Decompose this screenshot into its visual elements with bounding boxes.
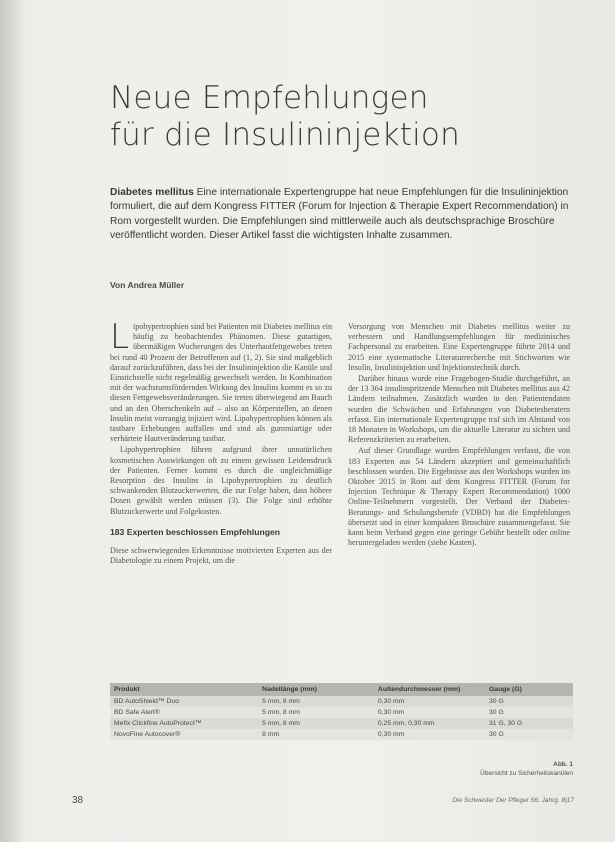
journal-footer: Die Schwester Der Pfleger 56. Jahrg. 8|17 bbox=[452, 797, 574, 804]
table-caption bbox=[420, 760, 573, 778]
caption-text: Übersicht zu Sicherheitskanülen bbox=[480, 770, 573, 777]
body-paragraph: Versorgung von Menschen mit Diabetes mellitus weiter zu verbessern und Handlungsempfehlungen für medizinisches Fachpersonal zu erarbeiten. Eine Expertengruppe führte 2014 und 2015 eine systematische Literaturrecherche mit Stichworten wie Insulin, Insulininjektion und Injektionstechnik durch. bbox=[348, 322, 570, 372]
body-paragraph bbox=[110, 317, 332, 444]
section-heading: 183 Experten beschlossen Empfehlungen bbox=[110, 526, 281, 537]
body-column-left bbox=[110, 317, 332, 567]
table-cell: 30 G bbox=[485, 696, 573, 707]
table-cell: 0,30 mm bbox=[374, 707, 485, 718]
table-cell: 5 mm, 8 mm bbox=[258, 707, 374, 718]
column-header: Nadellänge (mm) bbox=[258, 683, 374, 696]
table-row bbox=[110, 718, 573, 729]
body-paragraph: Auf dieser Grundlage wurden Empfehlungen verfasst, die von 183 Experten aus 54 Ländern akzeptiert und gemeinschaftlich beschlossen wurden. Die Ergebnisse aus den Workshops wurden im Oktober 2015 in Rom auf dem Kongress FITTER (Forum for Injection Technique & Therapy Expert Recommendation) 1000 Online-Teilnehmern vorgestellt. Der Verband der Diabetes-Beratungs- und Schulungsberufe (VDBD) hat die Empfehlungen übersetzt und in einer kompakten Broschüre zusammengefasst. Sie kann beim Verband gegen eine geringe Gebühr bestellt oder online heruntergeladen werden (siehe Kasten). bbox=[348, 446, 570, 548]
title-line-1: Neue Empfehlungen bbox=[110, 80, 429, 116]
table-cell: 5 mm, 8 mm bbox=[258, 696, 374, 707]
product-table bbox=[110, 683, 573, 740]
table-cell: 31 G, 30 G bbox=[485, 718, 573, 729]
table-cell: Mefix Clickfine AutoProtect™ bbox=[110, 718, 258, 729]
table-row bbox=[110, 696, 573, 707]
table-cell: 30 G bbox=[485, 707, 573, 718]
table-cell: 5 mm, 8 mm bbox=[258, 718, 374, 729]
body-column-right bbox=[348, 322, 570, 549]
table-row bbox=[110, 707, 573, 718]
article-title bbox=[110, 80, 550, 154]
title-line-2: für die Insulininjektion bbox=[110, 117, 460, 153]
author-byline: Von Andrea Müller bbox=[110, 280, 185, 290]
table-cell: BD Safe Alert® bbox=[110, 707, 258, 718]
table-header-row bbox=[110, 683, 573, 696]
lead-keyword: Diabetes mellitus bbox=[110, 187, 194, 198]
lead-text: Eine internationale Expertengruppe hat neue Empfehlungen für die Insulininjektion formuliert, die auf dem Kongress FITTER (Forum for Injection & Therapie Expert Recommendation) in Rom vorgestellt wurden. Die Empfehlungen sind mittlerweile auch als deutschsprachige Broschüre veröffentlicht worden. Dieser Artikel fasst die wichtigsten Inhalte zusammen. bbox=[110, 187, 569, 241]
page-binding-shadow bbox=[0, 0, 22, 842]
page-number: 38 bbox=[72, 795, 84, 806]
drop-cap: L bbox=[110, 317, 129, 357]
table-cell: 0,30 mm bbox=[374, 729, 485, 740]
table-cell: 0,30 mm bbox=[374, 696, 485, 707]
column-header: Produkt bbox=[110, 683, 258, 696]
table-cell: 30 G bbox=[485, 729, 573, 740]
caption-label: Abb. 1 bbox=[553, 761, 573, 768]
table-row bbox=[110, 729, 573, 740]
body-paragraph: Lipohypertrophien führen aufgrund ihrer unnatürlichen kosmetischen Auswirkungen oft zu einem gewissen Leidensdruck der Patienten. Ferner kommt es durch die ungleichmäßige Resorption des Insulins in Lipohypertrophien zu deutlich schwankenden Blutzuckerwerten, die zur Folge haben, dass höhere Dosen gewählt werden müssen (3). Die Folge sind erhöhte Blutzuckerwerte und Folgekosten. bbox=[110, 445, 332, 516]
body-paragraph: Diese schwerwiegenden Erkenntnisse motivierten Experten aus der Diabetologie zu einem Projekt, um die bbox=[110, 546, 332, 566]
column-header: Gauge (G) bbox=[485, 683, 573, 696]
table-cell: 8 mm bbox=[258, 729, 374, 740]
table-cell: BD AutoShield™ Duo bbox=[110, 696, 258, 707]
table-cell: 0,25 mm, 0,30 mm bbox=[374, 718, 485, 729]
paragraph-text: ipohypertrophien sind bei Patienten mit Diabetes mellitus ein häufig zu beobachtendes Phänomen. Diese gutartigen, übermäßigen Wucherungen des Unterhautfettgewebes treten bei rund 40 Prozent der Betroffenen auf (1, 2). Sie sind maßgeblich darauf zurückzuführen, dass bei der Insulininjektion die Kanüle und Einstichstelle nicht regelmäßig gewechselt werden. In Kombination mit der wachstumsfördernden Wirkung des Insulins kommt es so zu diesen Fettgewebsveränderungen. Sie treten überwiegend am Bauch und an den Oberschenkeln auf – also an Körperstellen, an denen Insulin meist vorrangig injiziert wird. Lipohypertrophien können als tastbare Erhebungen auffallen und sind als gummiartige oder verhärtete Hautveränderung tastbar. bbox=[110, 322, 332, 444]
article-lead bbox=[110, 186, 578, 243]
body-paragraph: Darüber hinaus wurde eine Fragebogen-Studie durchgeführt, an der 13 364 insulinspritzende Menschen mit Diabetes mellitus aus 42 Ländern teilnahmen. Zusätzlich wurden in den Patientendaten wurden die Schwächen und Erfahrungen von Diabetesberatern erfasst. Ein internationale Expertengruppe traf sich im Abstand von 18 Monaten in Workshops, um die aktuelle Literatur zu sichten und Referenzkriterien zu erarbeiten. bbox=[348, 374, 570, 445]
column-header: Außendurchmesser (mm) bbox=[374, 683, 485, 696]
table-cell: NovoFine Autocover® bbox=[110, 729, 258, 740]
